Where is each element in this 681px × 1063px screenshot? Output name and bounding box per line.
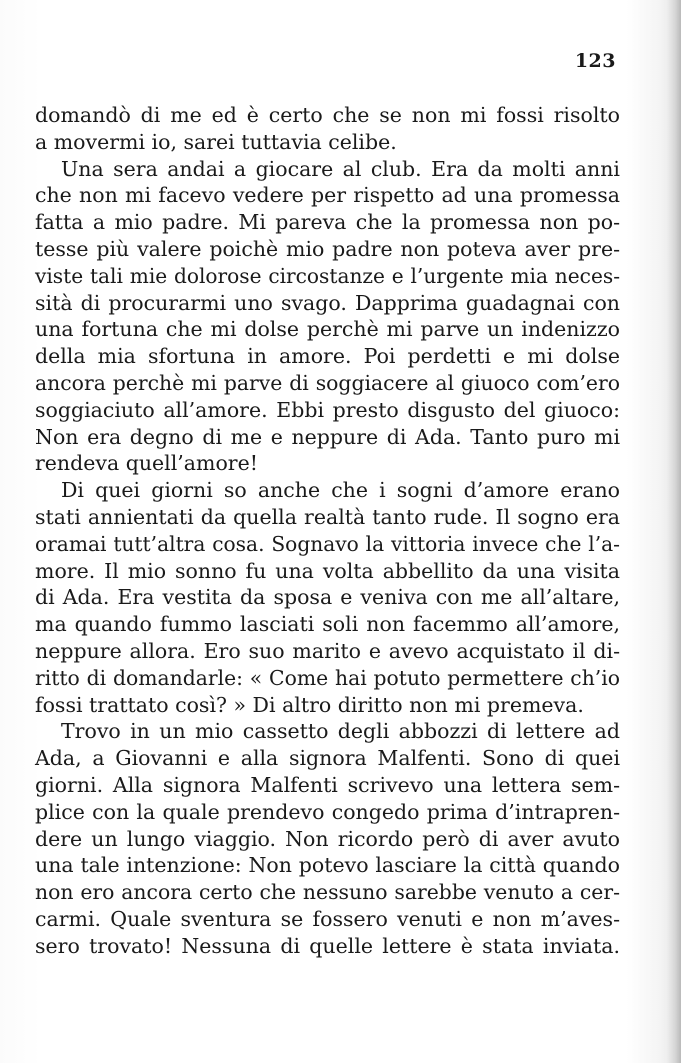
text-line: Una sera andai a giocare al club. Era da molti anni (61, 156, 620, 181)
text-line: una fortuna che mi dolse perchè mi parve un indenizzo (35, 317, 620, 342)
text-line: soggiaciuto all’amore. Ebbi presto disgusto del giuoco: (35, 397, 620, 422)
text-line: Di quei giorni so anche che i sogni d’amore erano (61, 478, 620, 503)
text-line: Trovo in un mio cassetto degli abbozzi di lettere ad (61, 719, 620, 744)
text-line: a movermi io, sarei tuttavia celibe. (35, 129, 397, 154)
text-line: sità di procurarmi uno svago. Dapprima guadagnai con (35, 290, 620, 315)
text-line: domandò di me ed è certo che se non mi fossi risolto (35, 103, 620, 127)
text-line: dere un lungo viaggio. Non ricordo però di aver avuto (35, 826, 620, 851)
page-edge-shadow (667, 0, 681, 1063)
text-line: non ero ancora certo che nessuno sarebbe venuto a cer- (35, 880, 620, 905)
page-number: 123 (574, 50, 616, 72)
body-text (35, 102, 620, 960)
text-line: ritto di domandarle: « Come hai potuto permettere ch’io (35, 665, 620, 690)
text-line: plice con la quale prendevo congedo prima d’intrapren- (35, 799, 620, 824)
text-line: ancora perchè mi parve di soggiacere al giuoco com’ero (35, 370, 620, 395)
text-line: stati annientati da quella realtà tanto rude. Il sogno era (35, 504, 620, 529)
text-line: di Ada. Era vestita da sposa e veniva con me all’altare, (35, 585, 620, 610)
text-line: fatta a mio padre. Mi pareva che la promessa non po- (35, 210, 620, 235)
text-line: carmi. Quale sventura se fossero venuti e non m’aves- (35, 906, 620, 931)
text-line: sero trovato! Nessuna di quelle lettere è stata inviata. (35, 933, 620, 958)
text-line: more. Il mio sonno fu una volta abbellito da una visita (35, 558, 620, 583)
text-line: viste tali mie dolorose circostanze e l’urgente mia neces- (35, 263, 620, 288)
text-line: neppure allora. Ero suo marito e avevo acquistato il di- (35, 638, 620, 663)
text-line: della mia sfortuna in amore. Poi perdetti e mi dolse (35, 344, 620, 369)
text-line: tesse più valere poichè mio padre non poteva aver pre- (35, 236, 620, 261)
text-line: giorni. Alla signora Malfenti scrivevo una lettera sem- (35, 772, 620, 797)
text-line: oramai tutt’altra cosa. Sognavo la vittoria invece che l’a- (35, 531, 620, 556)
text-line: rendeva quell’amore! (35, 451, 258, 476)
text-line: ma quando fummo lasciati soli non facemmo all’amore, (35, 612, 620, 637)
text-line: Ada, a Giovanni e alla signora Malfenti. Sono di quei (35, 746, 620, 771)
text-line: Non era degno di me e neppure di Ada. Tanto puro mi (35, 424, 620, 449)
text-line: che non mi facevo vedere per rispetto ad una promessa (35, 183, 620, 208)
text-line: fossi trattato così? » Di altro diritto non mi premeva. (35, 692, 584, 717)
text-line: una tale intenzione: Non potevo lasciare la città quando (35, 853, 620, 878)
